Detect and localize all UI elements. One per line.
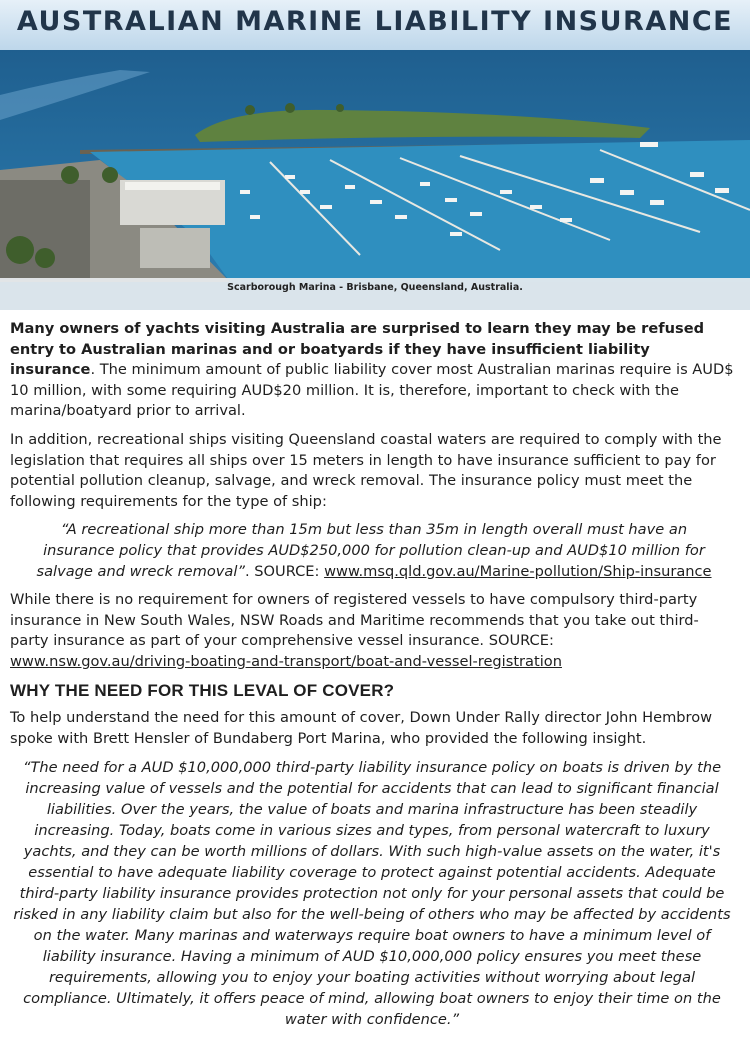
intro-text: . The minimum amount of public liability cover most Australian marinas require is AUD$ 10 million, with some requiring AUD$20 million. It is, therefore, important to check with the marina/boatyard prior to arrival. [10,361,734,420]
msq-quote [26,520,722,582]
hero-banner [0,0,750,310]
nsw-text: While there is no requirement for owners of registered vessels to have compulsory third-party insurance in New South Wales, NSW Roads and Maritime recommends that you take out third-party insurance as part of your comprehensive vessel insurance. SOURCE: [10,591,699,650]
msq-source-label: . SOURCE: [244,562,325,580]
intro-bold-text: Many owners of yachts visiting Australia are surprised to learn they may be refused entry to Australian marinas and or boatyards if they have insufficient liability insurance [10,320,705,379]
msq-quote-text: “A recreational ship more than 15m but less than 35m in length overall must have an insurance policy that provides AUD$250,000 for pollution clean-up and AUD$10 million for salvage and wreck removal” [36,521,705,580]
page-title: AUSTRALIAN MARINE LIABILITY INSURANCE [16,6,734,37]
hensler-quote: “The need for a AUD $10,000,000 third-party liability insurance policy on boats is driven by the increasing value of vessels and the potential for accidents that can lead to significant financial liabilities. Over the years, the value of boats and marina infrastructure has been steadily increasing. Today, boats come in various sizes and types, from personal watercraft to luxury yachts, and they can be worth millions of dollars. With such high-value assets on the water, it's essential to have adequate liability coverage to protect against potential accidents. Adequate third-party liability insurance provides protection not only for your personal assets that could be risked in any liability claim but also for the well-being of others who may be affected by accidents on the water. Many marinas and waterways require boat owners to have a minimum level of liability insurance. Having a minimum of AUD $10,000,000 policy ensures you meet these requirements, allowing you to enjoy your boating activities without worrying about legal compliance. Ultimately, it offers peace of mind, allowing boat owners to enjoy their time on the water with confidence.” [13,759,731,1029]
section-heading: WHY THE NEED FOR THIS LEVAL OF COVER? [10,680,395,700]
queensland-paragraph: In addition, recreational ships visiting Queensland coastal waters are required to comply with the legislation that requires all ships over 15 meters in length to have insurance sufficient to pay for potential pollution cleanup, salvage, and wreck removal. The insurance policy must meet the following requirements for the type of ship: [10,430,722,510]
photo-caption: Scarborough Marina - Brisbane, Queensland, Australia. [227,282,523,293]
msq-source-link[interactable]: www.msq.qld.gov.au/Marine-pollution/Ship-insurance [324,562,712,580]
intro-paragraph [10,319,736,422]
insight-intro-paragraph: To help understand the need for this amount of cover, Down Under Rally director John Hembrow spoke with Brett Hensler of Bundaberg Port Marina, who provided the following insight. [10,709,713,747]
nsw-paragraph [10,590,736,672]
nsw-source-link[interactable]: www.nsw.gov.au/driving-boating-and-transport/boat-and-vessel-registration [10,652,562,670]
article-body [0,310,750,1030]
marina-aerial-photo [0,0,750,310]
